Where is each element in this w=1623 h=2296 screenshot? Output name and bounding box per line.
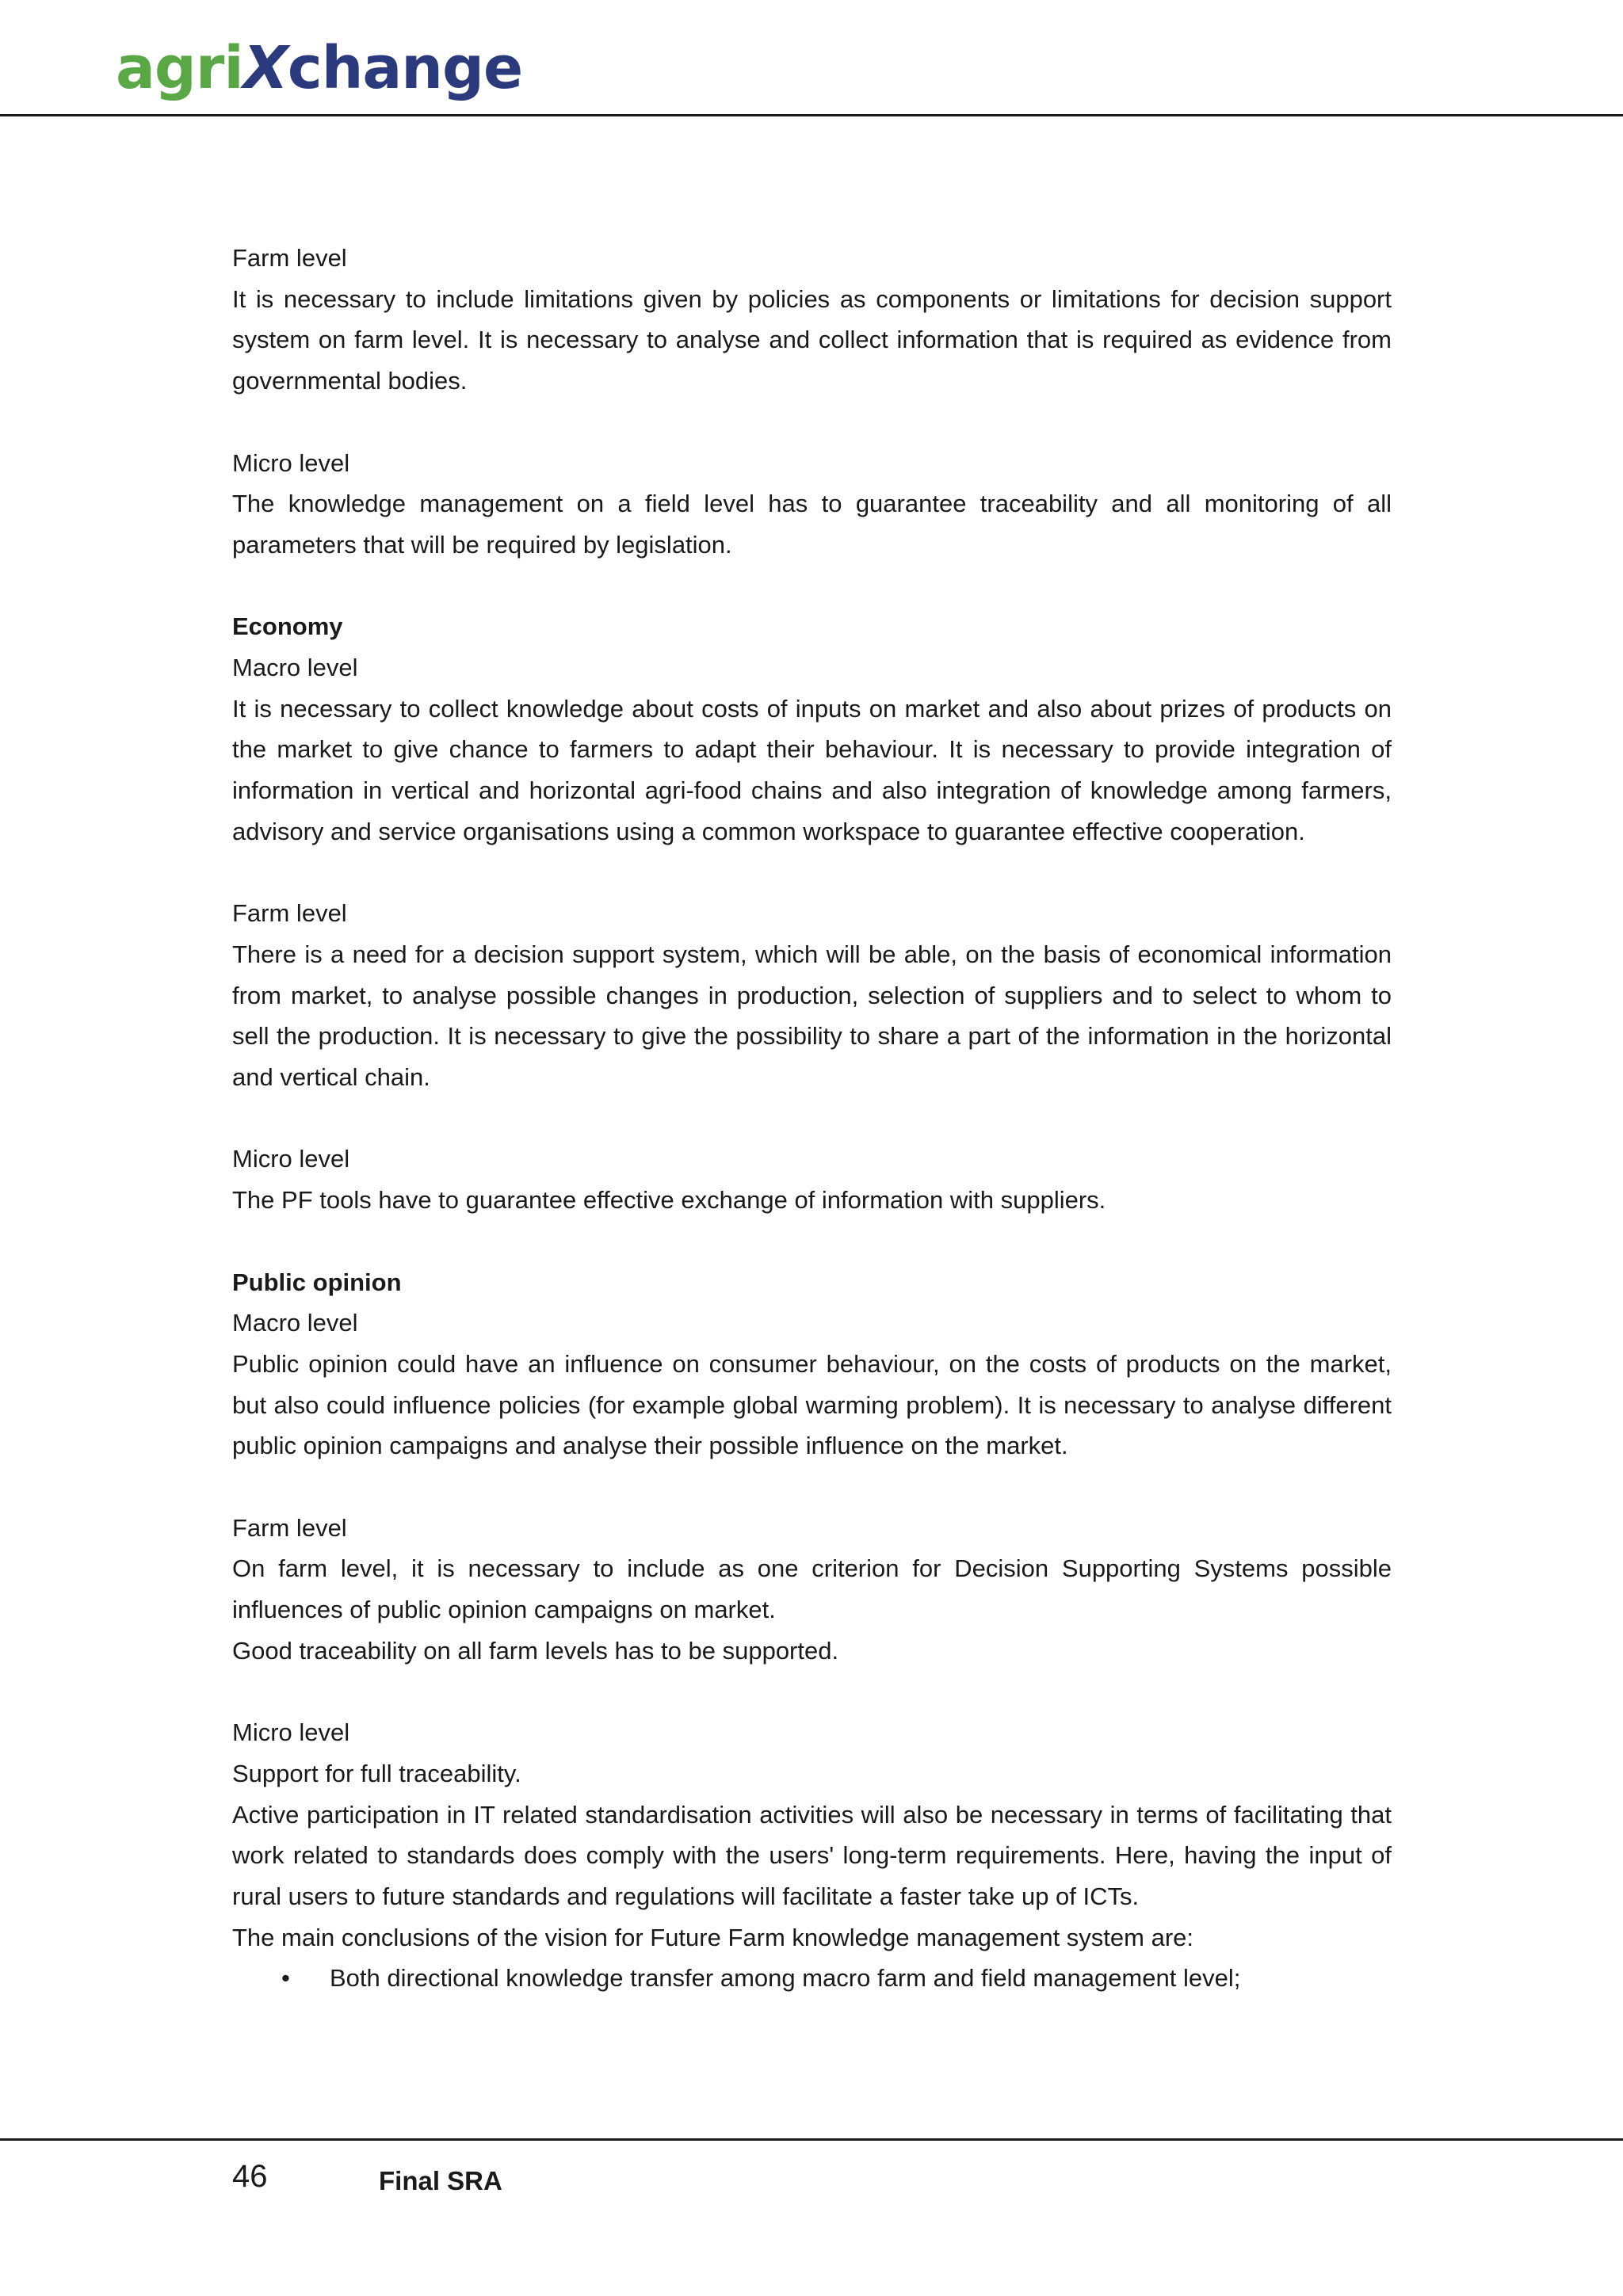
- paragraph: It is necessary to collect knowledge about costs of inputs on market and also about prizes of products on the market to give chance to farmers to adapt their behaviour. It is necessary to provide integration of information in vertical and horizontal agri-food chains and also integration of knowledge among farmers, advisory and service organisations using a common workspace to guarantee effective cooperation.: [232, 694, 1392, 845]
- page-number: 46: [232, 2159, 268, 2194]
- subsection-title: Farm level: [232, 899, 347, 928]
- logo-agri-text: agri: [116, 34, 243, 102]
- section-heading-economy: Economy: [232, 612, 343, 641]
- page-header: [0, 0, 1623, 116]
- document-title: Final SRA: [379, 2166, 502, 2195]
- paragraph: It is necessary to include limitations given by policies as components or limitations for decision support system on farm level. It is necessary to analyse and collect information that is required as evidence from governmental bodies.: [232, 284, 1392, 395]
- list-item-text: Both directional knowledge transfer among macro farm and field management level;: [330, 1964, 1241, 1993]
- paragraph: Active participation in IT related standardisation activities will also be necessary in terms of facilitating that work related to standards does comply with the users' long-term requirements. Here, having the input of rural users to future standards and regulations will facilitate a faster take up of ICTs.: [232, 1800, 1392, 1911]
- logo-change-text: change: [287, 34, 523, 102]
- section-heading-public-opinion: Public opinion: [232, 1268, 402, 1296]
- paragraph: There is a need for a decision support system, which will be able, on the basis of economical information from market, to analyse possible changes in production, selection of suppliers and to select to whom to sell the production. It is necessary to give the possibility to share a part of the information in the horizontal and vertical chain.: [232, 940, 1392, 1092]
- list-item: [232, 1958, 1392, 1999]
- subsection-title: Micro level: [232, 1718, 350, 1747]
- subsection-title: Farm level: [232, 244, 347, 272]
- paragraph: The PF tools have to guarantee effective exchange of information with suppliers.: [232, 1186, 1106, 1215]
- paragraph: The main conclusions of the vision for Future Farm knowledge management system are:: [232, 1923, 1193, 1951]
- subsection-title: Farm level: [232, 1513, 347, 1542]
- subsection-title: Micro level: [232, 1145, 350, 1173]
- header-divider: [0, 114, 1623, 116]
- paragraph: On farm level, it is necessary to include as one criterion for Decision Supporting Systems possible influences of public opinion campaigns on market.: [232, 1554, 1392, 1624]
- subsection-title: Macro level: [232, 1309, 358, 1337]
- paragraph: Public opinion could have an influence on consumer behaviour, on the costs of products on the market, but also could influence policies (for example global warming problem). It is necessary to analyse different public opinion campaigns and analyse their possible influence on the market.: [232, 1349, 1392, 1460]
- bullet-icon: •: [281, 1964, 290, 1993]
- paragraph: Good traceability on all farm levels has to be supported.: [232, 1636, 839, 1665]
- paragraph: Support for full traceability.: [232, 1759, 521, 1787]
- subsection-title: Macro level: [232, 654, 358, 681]
- subsection-title: Micro level: [232, 448, 350, 477]
- paragraph: The knowledge management on a field level has to guarantee traceability and all monitoring of all parameters that will be required by legislation.: [232, 490, 1392, 559]
- main-content: [232, 238, 1392, 1999]
- footer-divider: [0, 2138, 1623, 2141]
- agrixchange-logo: [116, 29, 522, 108]
- logo-x-mark: X: [242, 34, 288, 102]
